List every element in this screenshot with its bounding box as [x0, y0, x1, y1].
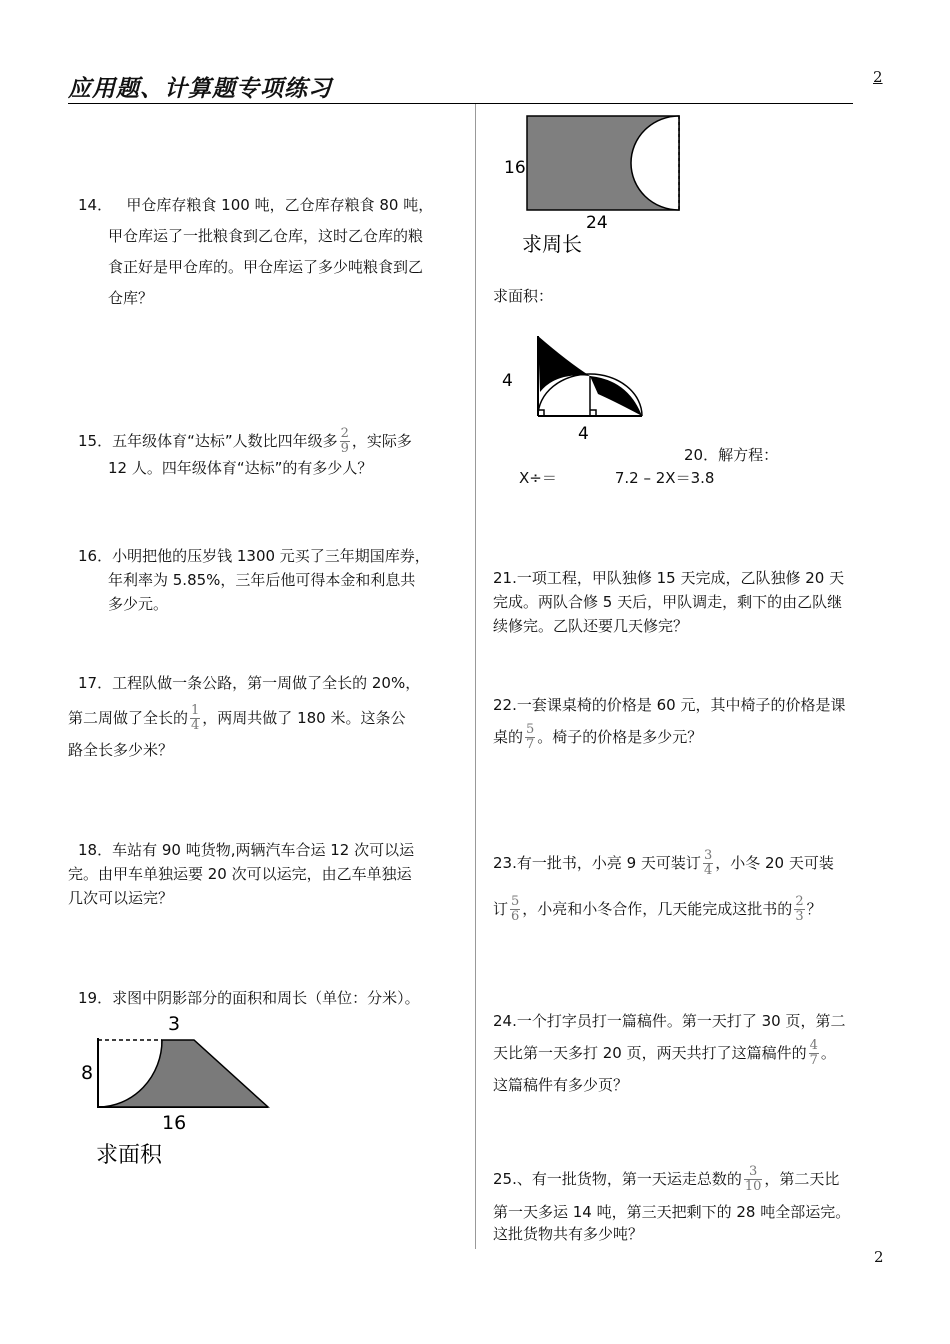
q23-text-d: ，小亮和小冬合作，几天能完成这批书的 — [522, 900, 793, 918]
fig19-label-bottom: 16 — [162, 1112, 187, 1134]
q22-text-b: 。椅子的价格是多少元？ — [537, 728, 703, 746]
question-21 — [493, 566, 933, 638]
q20-eq2: 7.2 – 2X＝3.8 — [614, 469, 715, 487]
q23-frac3-den: 3 — [795, 909, 804, 924]
q23-fraction-3 — [794, 895, 804, 924]
q24-fraction — [809, 1039, 819, 1068]
q18-line1: 18．车站有 90 吨货物,两辆汽车合运 12 次可以运 — [78, 841, 415, 859]
area-label: 求面积： — [493, 287, 554, 305]
q21-line1: 21.一项工程，甲队独修 15 天完成，乙队独修 20 天 — [493, 569, 845, 587]
fig19-label-top: 3 — [168, 1013, 181, 1035]
q23-frac3-num: 2 — [795, 894, 804, 909]
q21-line3: 续修完。乙队还要几天修完？ — [493, 617, 689, 635]
page-title: 应用题、计算题专项练习 — [68, 75, 332, 102]
fig1-label-bottom: 24 — [586, 213, 608, 233]
fig2-label-bottom: 4 — [578, 424, 589, 444]
question-16 — [78, 544, 478, 616]
q17-line1: 17．工程队做一条公路，第一周做了全长的 20%， — [78, 674, 421, 692]
q23-fraction-1 — [703, 849, 713, 878]
q23-text-c: 订 — [493, 900, 509, 918]
q14-line3: 食正好是甲仓库的。甲仓库运了多少吨粮食到乙 — [108, 258, 424, 276]
fig1-caption: 求周长 — [522, 232, 582, 256]
question-25 — [493, 1158, 933, 1244]
q16-line1: 16．小明把他的压岁钱 1300 元买了三年期国库券， — [78, 547, 430, 565]
q22-frac-num: 5 — [526, 722, 535, 737]
q14-line4: 仓库？ — [108, 289, 154, 307]
q20-eq1: X÷＝ — [519, 469, 557, 487]
q24-line3: 这篇稿件有多少页？ — [493, 1076, 629, 1094]
q23-frac2-num: 5 — [511, 894, 520, 909]
q20-title: 20．解方程： — [684, 446, 779, 464]
fig19-label-left: 8 — [81, 1062, 94, 1084]
q25-line3: 这批货物共有多少吨？ — [493, 1225, 644, 1243]
q15-text-a: 15．五年级体育“达标”人数比四年级多 — [78, 432, 338, 450]
question-22 — [493, 694, 933, 758]
question-18 — [68, 838, 468, 910]
fig2-label-left: 4 — [502, 371, 513, 391]
fig1-label-left: 16 — [504, 158, 526, 178]
q22-line1: 22.一套课桌椅的价格是 60 元，其中椅子的价格是课 — [493, 696, 846, 714]
q24-text-b: 。 — [820, 1044, 836, 1062]
q24-frac-num: 4 — [809, 1038, 818, 1053]
q17-frac-den: 4 — [191, 718, 200, 733]
q15-text-b: ，实际多 — [351, 432, 412, 450]
q16-line2: 年利率为 5.85%，三年后他可得本金和利息共 — [108, 571, 416, 589]
q22-text-a: 桌的 — [493, 728, 524, 746]
question-17 — [68, 670, 468, 760]
fig2-shaded-top — [538, 336, 590, 392]
q24-text-a: 天比第一天多打 20 页，两天共打了这篇稿件的 — [493, 1044, 807, 1062]
q19-figure — [76, 1008, 276, 1173]
q23-text-b: ，小冬 20 天可装 — [715, 854, 834, 872]
q17-text-a: 第二周做了全长的 — [68, 709, 189, 727]
q22-frac-den: 7 — [526, 737, 535, 752]
question-15 — [78, 424, 478, 478]
q23-frac1-den: 4 — [703, 863, 713, 878]
question-23 — [493, 840, 933, 932]
header-rule — [68, 103, 853, 104]
q18-line2: 完。由甲车单独运要 20 次可以运完，由乙车单独运 — [68, 865, 412, 883]
q23-frac1-num: 3 — [703, 848, 713, 863]
q15-frac-den: 9 — [340, 441, 349, 456]
q14-number: 14． — [78, 196, 113, 214]
question-14 — [78, 190, 478, 314]
q25-text-a: 25.、有一批货物，第一天运走总数的 — [493, 1170, 742, 1188]
q25-text-b: ，第二天比 — [764, 1170, 840, 1188]
q17-frac-num: 1 — [191, 703, 200, 718]
q16-line3: 多少元。 — [108, 595, 169, 613]
q17-text-b: ，两周共做了 180 米。这条公 — [202, 709, 406, 727]
q25-line2: 第一天多运 14 吨，第三天把剩下的 28 吨全部运完。 — [493, 1203, 851, 1221]
fig19-caption: 求面积 — [96, 1143, 163, 1168]
q20-equations — [519, 467, 714, 489]
page-number-bottom: 2 — [874, 1248, 884, 1266]
q24-line1: 24.一个打字员打一篇稿件。第一天打了 30 页，第二 — [493, 1012, 846, 1030]
q24-frac-den: 7 — [809, 1053, 818, 1068]
question-24 — [493, 1010, 933, 1096]
fig19-shaded-region — [98, 1040, 268, 1107]
q17-line3: 路全长多少米？ — [68, 741, 174, 759]
q21-line2: 完成。两队合修 5 天后，甲队调走，剩下的由乙队继 — [493, 593, 843, 611]
q14-line1: 甲仓库存粮食 100 吨，乙仓库存粮食 80 吨， — [126, 196, 434, 214]
q19-text: 19．求图中阴影部分的面积和周长（单位：分米）。 — [78, 989, 420, 1007]
fig2-figure — [498, 332, 658, 447]
q25-fraction — [744, 1165, 763, 1194]
fig1-figure — [498, 110, 698, 260]
q23-fraction-2 — [510, 895, 520, 924]
q23-text-e: ？ — [806, 900, 822, 918]
q17-fraction — [190, 704, 200, 733]
q14-line2: 甲仓库运了一批粮食到乙仓库，这时乙仓库的粮 — [108, 227, 424, 245]
q25-frac-den: 10 — [744, 1179, 762, 1194]
q25-frac-num: 3 — [748, 1164, 758, 1179]
q15-line2: 12 人。四年级体育“达标”的有多少人？ — [108, 459, 373, 477]
page-number-top: 2 — [873, 68, 883, 86]
q22-fraction — [525, 723, 535, 752]
q23-text-a: 23.有一批书，小亮 9 天可装订 — [493, 854, 701, 872]
q15-fraction — [340, 427, 350, 456]
q18-line3: 几次可以运完？ — [68, 889, 174, 907]
q15-frac-num: 2 — [340, 426, 349, 441]
fig2-shaded-right — [590, 376, 642, 416]
q23-frac2-den: 6 — [511, 909, 520, 924]
